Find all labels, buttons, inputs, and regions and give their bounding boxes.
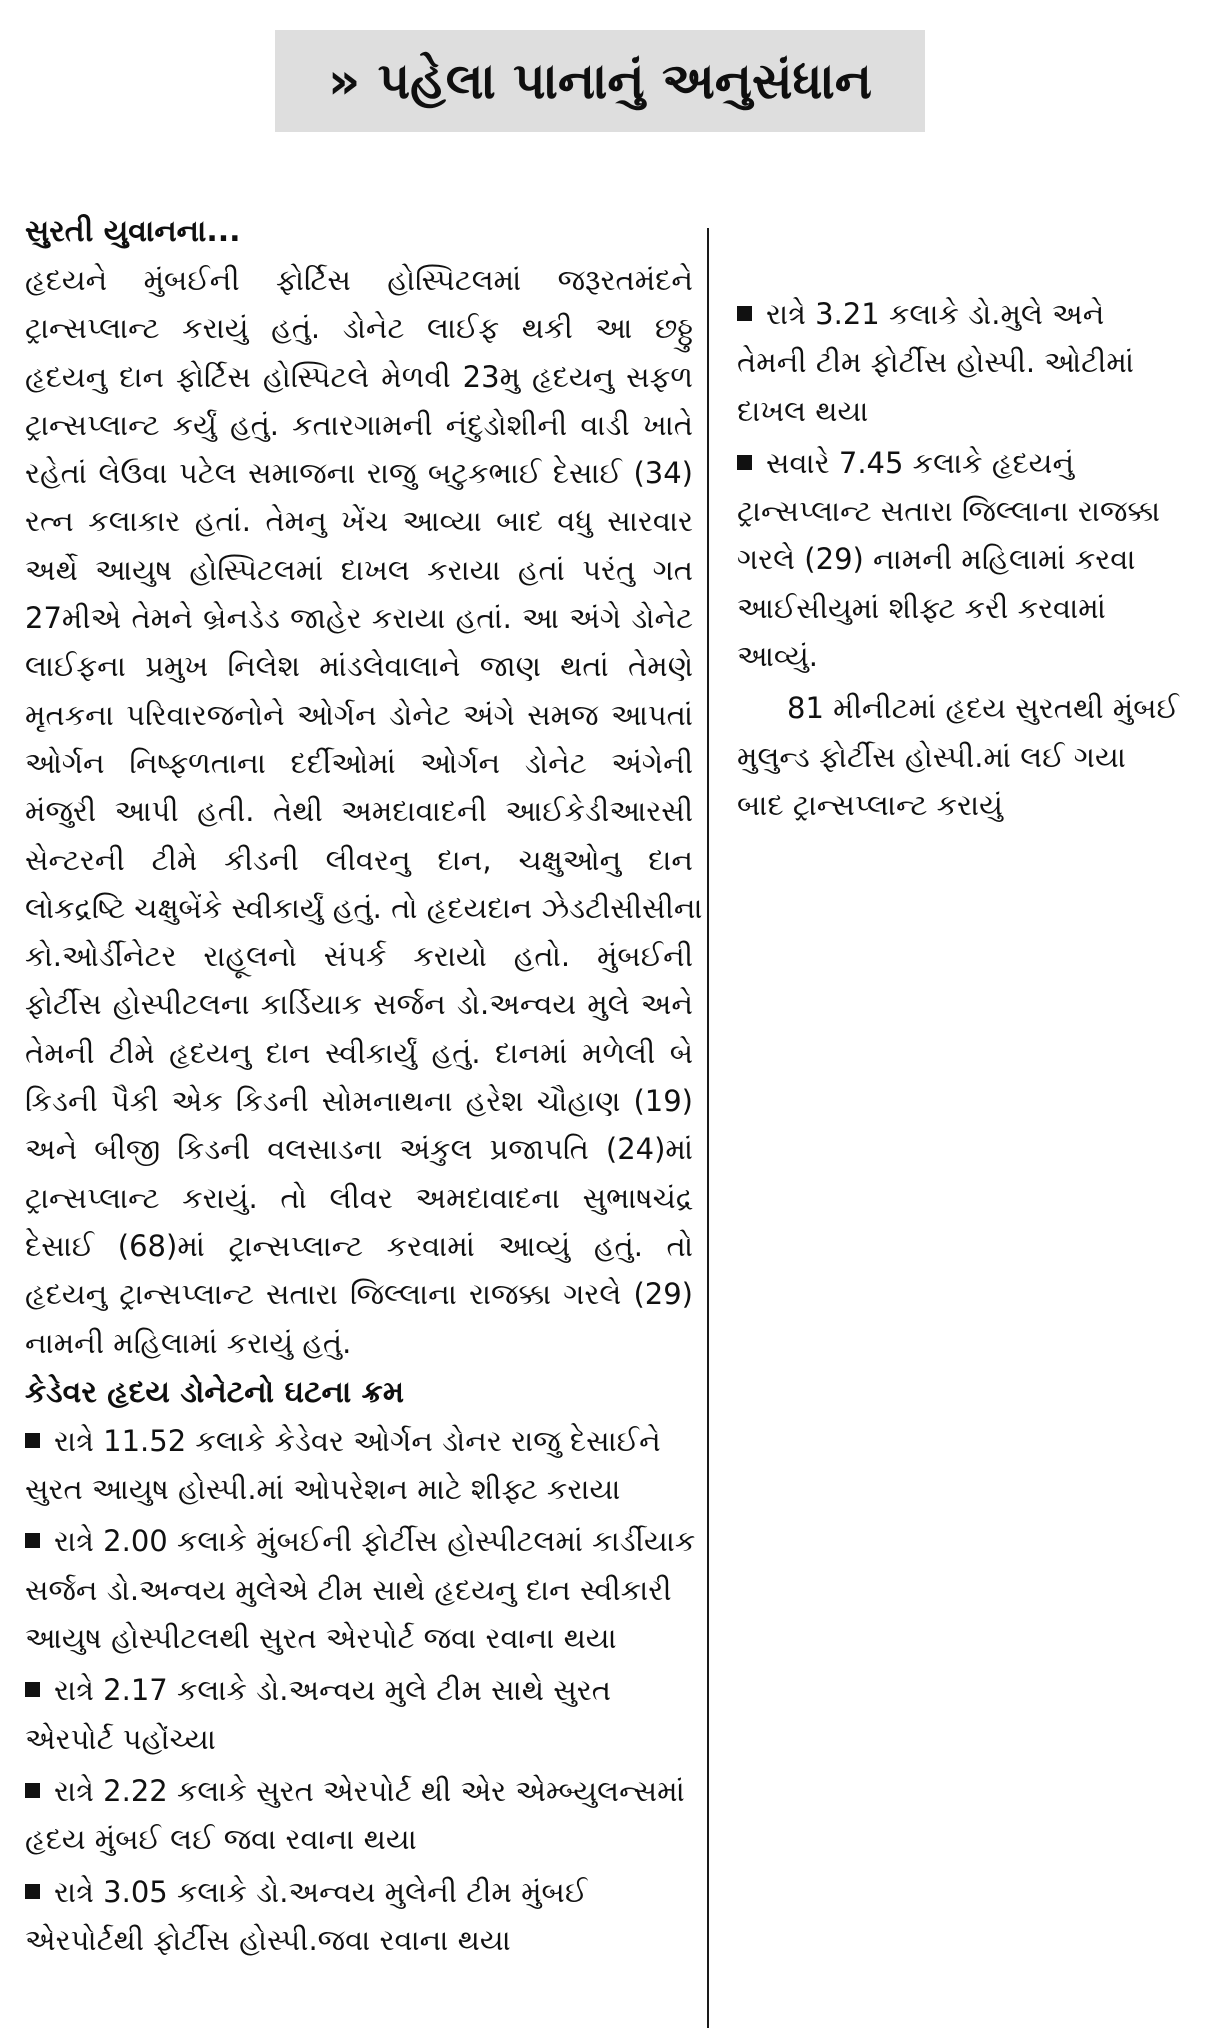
- body-line: મંજુરી આપી હતી. તેથી અમદાવાદની આઈકેડીઆરસી: [25, 794, 693, 829]
- body-line: હૃદયનુ ટ્રાન્સપ્લાન્ટ સતારા જિલ્લાના રાજક્કા ગરલે (29): [25, 1277, 693, 1312]
- bullet-icon: [25, 1884, 40, 1899]
- article-body: [25, 256, 703, 1367]
- timeline-text: રાત્રે 2.22 કલાકે સુરત એરપોર્ટ થી એર એમ્બ્યુલન્સમાં: [54, 1773, 685, 1808]
- bullet-icon: [737, 306, 752, 321]
- body-line: ટ્રાન્સપ્લાન્ટ કર્યું હતું. કતારગામની નંદુડોશીની વાડી ખાતે: [25, 407, 693, 442]
- body-line: 27મીએ તેમને બ્રેનડેડ જાહેર કરાયા હતાં. આ અંગે ડોનેટ: [25, 601, 693, 636]
- body-line: કિડની પૈકી એક કિડની સોમનાથના હરેશ ચૌહાણ (19): [25, 1084, 693, 1119]
- body-line: હૃદયને મુંબઈની ફોર્ટિસ હોસ્પિટલમાં જરૂરતમંદને: [25, 263, 693, 297]
- body-line: લાઈફના પ્રમુખ નિલેશ માંડલેવાલાને જાણ થતાં તેમણે: [25, 649, 693, 684]
- left-column: [25, 208, 703, 1968]
- timeline-text: રાત્રે 2.00 કલાકે મુંબઈની ફોર્ટીસ હોસ્પીટલમાં કાર્ડીયાક: [54, 1524, 696, 1559]
- body-line: રત્ન કલાકાર હતાં. તેમનુ ખેંચ આવ્યા બાદ વધુ સારવાર: [25, 504, 693, 539]
- bullet-icon: [25, 1783, 40, 1798]
- timeline-text: હૃદય મુંબઈ લઈ જવા રવાના થયા: [25, 1822, 417, 1857]
- continuation-banner: [275, 30, 925, 132]
- timeline-text: સવારે 7.45 કલાકે હૃદયનું: [766, 445, 1075, 480]
- body-line: નામની મહિલામાં કરાયું હતું.: [25, 1325, 352, 1360]
- timeline-text: રાત્રે 3.05 કલાકે ડો.અન્વય મુલેની ટીમ મુંબઈ: [54, 1874, 588, 1909]
- bullet-icon: [25, 1682, 40, 1697]
- closing-text: મુલુન્ડ ફોર્ટીસ હોસ્પી.માં લઈ ગયા: [737, 739, 1126, 774]
- banner-title: » પહેલા પાનાનું અનુસંધાન: [327, 51, 873, 110]
- closing-paragraph: [737, 684, 1182, 829]
- timeline-text: આઈસીયુમાં શીફ્ટ કરી કરવામાં: [737, 590, 1106, 625]
- timeline-item: [25, 1417, 693, 1514]
- timeline-text: રાત્રે 2.17 કલાકે ડો.અન્વય મુલે ટીમ સાથે સુરત: [54, 1673, 611, 1708]
- timeline-item: [25, 1517, 696, 1662]
- timeline-text: એરપોર્ટ પહોંચ્યા: [25, 1721, 216, 1756]
- body-line: તેમની ટીમે હૃદયનુ દાન સ્વીકાર્યું હતું. દાનમાં મળેલી બે: [25, 1035, 693, 1070]
- body-line: ટ્રાન્સપ્લાન્ટ કરાયું. તો લીવર અમદાવાદના સુભાષચંદ્ર: [25, 1180, 693, 1215]
- timeline-text: સુરત આયુષ હોસ્પી.માં ઓપરેશન માટે શીફ્ટ કરાયા: [25, 1472, 621, 1507]
- timeline-item: [25, 1666, 693, 1763]
- body-line: લોકદ્રષ્ટિ ચક્ષુબેંકે સ્વીકાર્યું હતું. તો હૃદયદાન ઝેડટીસીસીના: [25, 890, 703, 925]
- column-divider: [707, 228, 709, 2028]
- body-line: ટ્રાન્સપ્લાન્ટ કરાયું હતું. ડોનેટ લાઈફ થકી આ છઠ્ઠુ: [25, 311, 693, 346]
- timeline-text: ગરલે (29) નામની મહિલામાં કરવા: [737, 542, 1136, 577]
- bullet-icon: [25, 1533, 40, 1548]
- body-line: કો.ઓર્ડીનેટર રાહૂલનો સંપર્ક કરાયો હતો. મુંબઈની: [25, 939, 693, 974]
- body-line: દેસાઈ (68)માં ટ્રાન્સપ્લાન્ટ કરવામાં આવ્યું હતું. તો: [25, 1228, 693, 1263]
- timeline-text: તેમની ટીમ ફોર્ટીસ હોસ્પી. ઓટીમાં: [737, 345, 1134, 380]
- timeline-item: [737, 290, 1182, 435]
- closing-text: બાદ ટ્રાન્સપ્લાન્ટ કરાયું: [737, 787, 1003, 822]
- timeline-text: દાખલ થયા: [737, 393, 869, 428]
- timeline-text: આયુષ હોસ્પીટલથી સુરત એરપોર્ટ જવા રવાના થયા: [25, 1621, 617, 1656]
- body-line: ફોર્ટીસ હોસ્પીટલના કાર્ડિયાક સર્જન ડો.અન્વય મુલે અને: [25, 987, 693, 1022]
- timeline-item: [25, 1767, 693, 1864]
- body-line: અર્થે આયુષ હોસ્પિટલમાં દાખલ કરાયા હતાં પરંતુ ગત: [25, 552, 693, 587]
- body-line: અને બીજી કિડની વલસાડના અંકુલ પ્રજાપતિ (24)માં: [25, 1132, 693, 1167]
- bullet-icon: [737, 455, 752, 470]
- timeline-text: આવ્યું.: [737, 639, 818, 674]
- timeline-item: [25, 1868, 693, 1965]
- right-column: [737, 290, 1182, 829]
- article-heading: સુરતી યુવાનના...: [25, 214, 241, 249]
- timeline-text: એરપોર્ટથી ફોર્ટીસ હોસ્પી.જવા રવાના થયા: [25, 1922, 511, 1957]
- body-line: ઓર્ગન નિષ્ફળતાના દર્દીઓમાં ઓર્ગન ડોનેટ અંગેની: [25, 745, 693, 780]
- closing-text: 81 મીનીટમાં હૃદય સુરતથી મુંબઈ: [787, 691, 1179, 726]
- timeline-item: [737, 439, 1182, 680]
- timeline-text: રાત્રે 3.21 કલાકે ડો.મુલે અને: [766, 297, 1105, 331]
- bullet-icon: [25, 1433, 40, 1448]
- body-line: સેન્ટરની ટીમે કીડની લીવરનુ દાન, ચક્ષુઓનુ દાન: [25, 842, 693, 877]
- body-line: મૃતકના પરિવારજનોને ઓર્ગન ડોનેટ અંગે સમજ આપતાં: [25, 697, 693, 732]
- body-line: હૃદયનુ દાન ફોર્ટિસ હોસ્પિટલે મેળવી 23મુ હૃદયનુ સફળ: [25, 359, 693, 394]
- timeline-list-left: [25, 1417, 696, 1964]
- timeline-text: ટ્રાન્સપ્લાન્ટ સતારા જિલ્લાના રાજક્કા: [737, 494, 1161, 529]
- body-line: રહેતાં લેઉવા પટેલ સમાજના રાજુ બટુકભાઈ દેસાઈ (34): [25, 456, 693, 491]
- timeline-heading: કેડેવર હૃદય ડોનેટનો ઘટના ક્રમ: [25, 1374, 405, 1410]
- timeline-text: સર્જન ડો.અન્વય મુલેએ ટીમ સાથે હૃદયનુ દાન સ્વીકારી: [25, 1572, 672, 1607]
- timeline-text: રાત્રે 11.52 કલાકે કેડેવર ઓર્ગન ડોનર રાજુ દેસાઈને: [54, 1423, 661, 1458]
